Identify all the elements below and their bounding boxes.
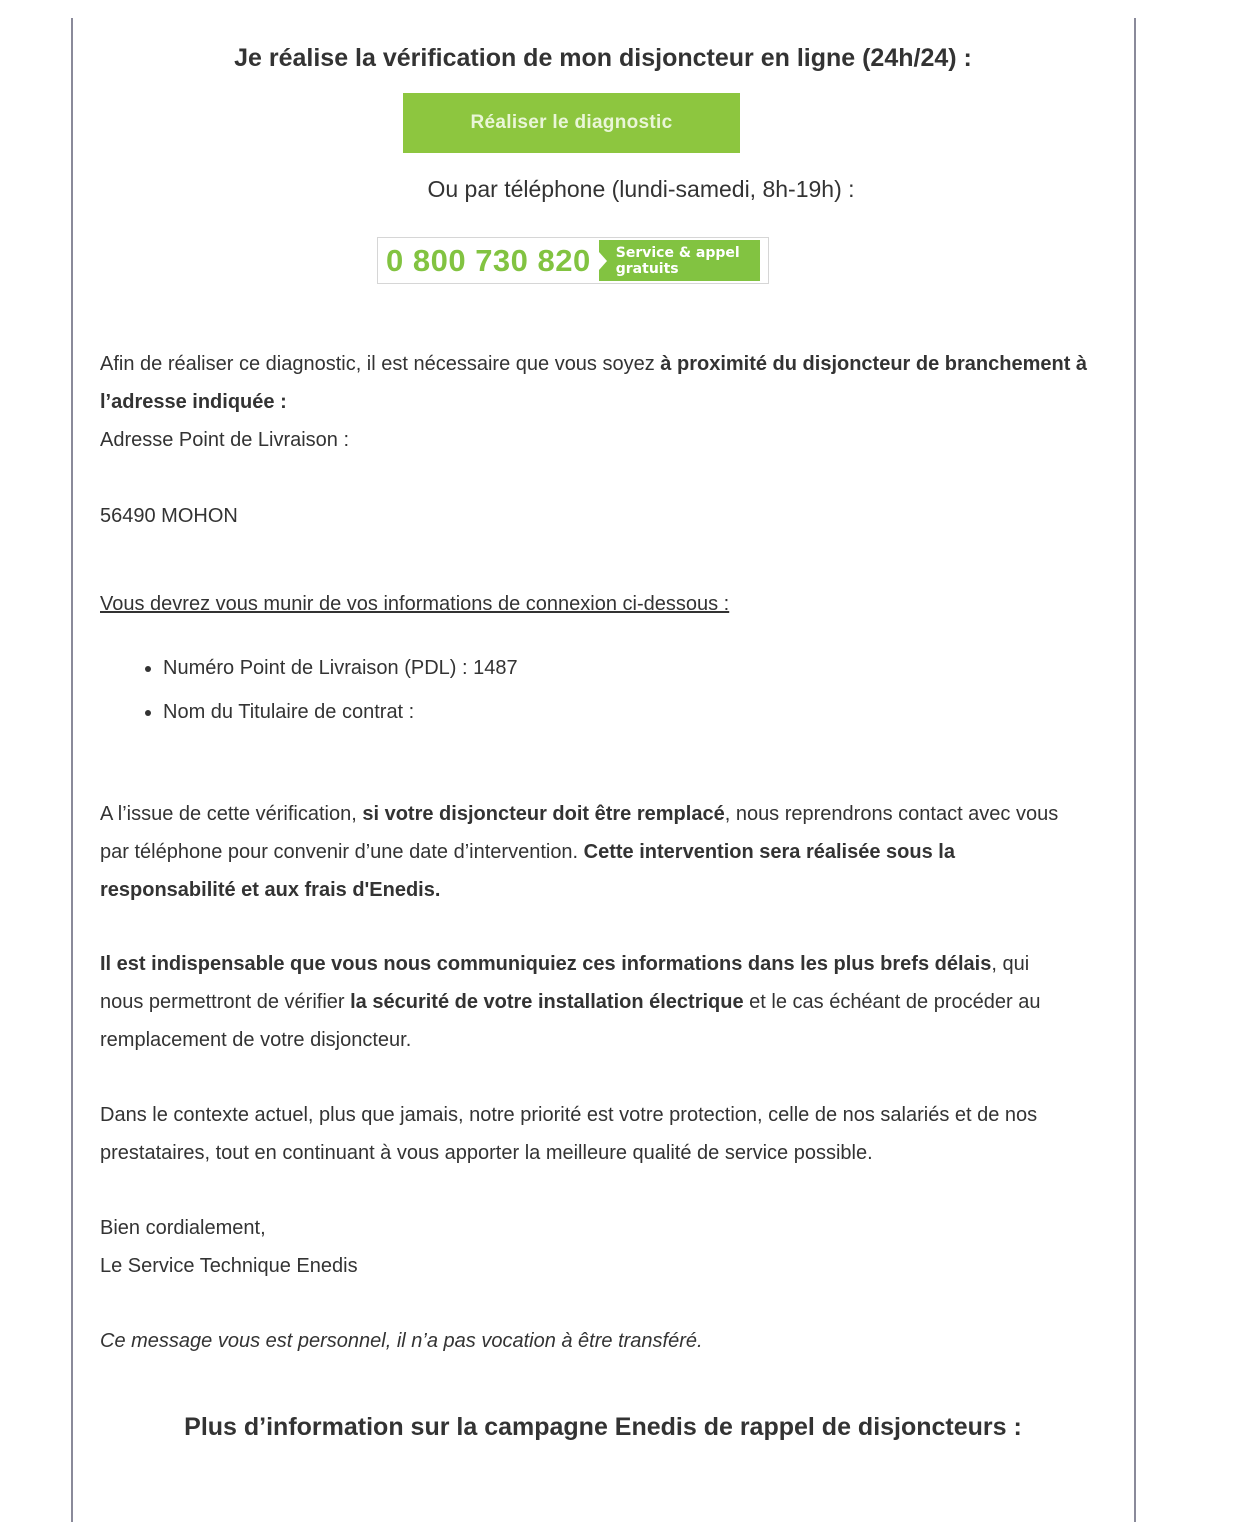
personal-note: Ce message vous est personnel, il n’a pas vocation à être transféré. <box>100 1330 703 1352</box>
urgency-paragraph <box>100 945 1060 1059</box>
connection-info-list <box>100 646 1063 734</box>
phone-banner[interactable] <box>377 237 769 284</box>
page-border-left <box>71 18 73 1522</box>
diagnostic-button[interactable]: Réaliser le diagnostic <box>403 93 740 153</box>
address-city: 56490 MOHON <box>100 505 238 527</box>
proximity-emphasis: à proximité du disjoncteur de branchement à l’adresse indiquée : <box>100 353 1088 413</box>
urgency-emphasis-1: Il est indispensable que vous nous communiquiez ces informations dans les plus brefs délais <box>100 953 992 975</box>
replacement-paragraph <box>100 795 1060 909</box>
list-item-pdl: • Numéro Point de Livraison (PDL) : 1487 <box>163 646 1063 690</box>
page-border-right <box>1134 18 1136 1522</box>
urgency-text-2: et le cas échéant de procéder au remplacement de votre disjoncteur. <box>100 991 1041 1051</box>
page-title: Je réalise la vérification de mon disjoncteur en ligne (24h/24) : <box>234 44 972 72</box>
address-label: Adresse Point de Livraison : <box>100 429 350 451</box>
free-service-badge-line1: Service & appel <box>615 245 740 261</box>
proximity-text: Afin de réaliser ce diagnostic, il est nécessaire que vous soyez <box>100 353 661 375</box>
phone-number: 0 800 730 820 <box>386 242 591 278</box>
replacement-emphasis-2: Cette intervention sera réalisée sous la responsabilité et aux frais d'Enedis. <box>100 841 955 901</box>
phone-intro: Ou par téléphone (lundi-samedi, 8h-19h) : <box>427 176 855 202</box>
signature-greeting: Bien cordialement, <box>100 1217 266 1239</box>
signature-sender: Le Service Technique Enedis <box>100 1255 358 1277</box>
urgency-text-1: , qui nous permettront de vérifier <box>100 953 1030 1013</box>
proximity-paragraph <box>100 345 1100 421</box>
urgency-emphasis-2: la sécurité de votre installation électrique <box>350 991 744 1013</box>
connection-heading: Vous devrez vous munir de vos informations de connexion ci-dessous : <box>100 593 730 615</box>
replacement-text-2: , nous reprendrons contact avec vous par téléphone pour convenir d’une date d’intervention. <box>100 803 1059 863</box>
replacement-text-1: A l’issue de cette vérification, <box>100 803 363 825</box>
list-item-holder: • Nom du Titulaire de contrat : <box>163 690 1063 734</box>
footer-title: Plus d’information sur la campagne Enedis de rappel de disjoncteurs : <box>184 1413 1022 1441</box>
signature-block <box>100 1209 1100 1285</box>
replacement-emphasis-1: si votre disjoncteur doit être remplacé <box>362 803 725 825</box>
context-paragraph: Dans le contexte actuel, plus que jamais, notre priorité est votre protection, celle de nos salariés et de nos prestataires, tout en continuant à vous apporter la meilleure qualité de service possible. <box>100 1104 1038 1164</box>
free-service-badge <box>599 240 760 281</box>
free-service-badge-line2: gratuits <box>615 261 679 277</box>
